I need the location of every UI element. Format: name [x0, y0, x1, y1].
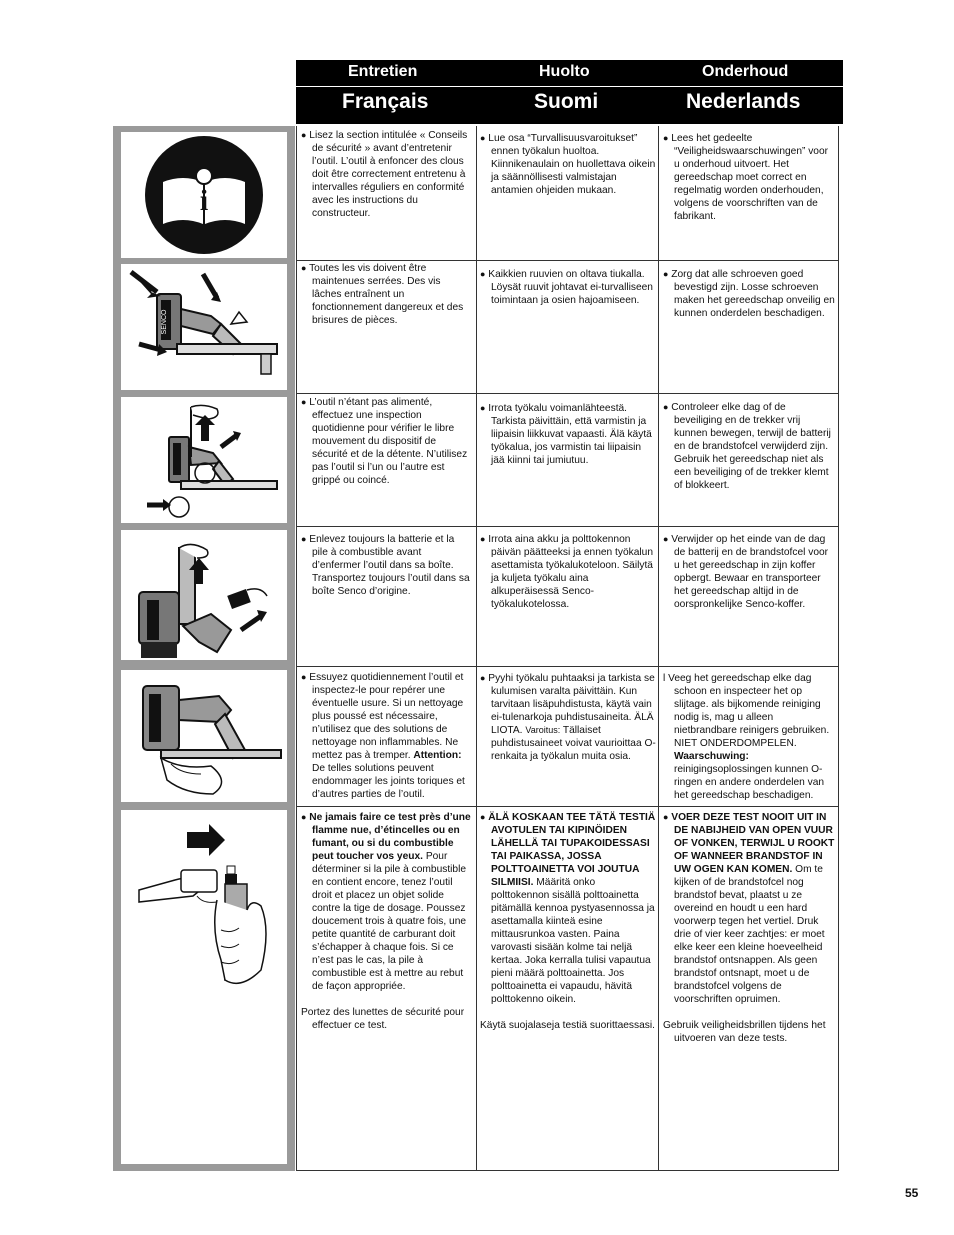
row4-fr: ● Enlevez toujours la batterie et la pile à combustible avant d’enfermer l’outil dans sa boîte. Transportez toujours l’outil dans sa boîte Senco d’origine. — [301, 534, 470, 597]
row3-fr: ● L’outil n’étant pas alimenté, effectuez une inspection quotidienne pour vérifier le libre mouvement du dispositif de sécurité et de la détente. N’utilisez pas l’outil si l’un ou l’autre est grippé ou coincé. — [301, 397, 468, 486]
wipe-cloth-icon — [121, 670, 287, 802]
row6-fr: ● Ne jamais faire ce test près d’une flamme nue, d’étincelles ou en fumant, ou si du combustible peut toucher vos yeux. Pour déterminer si la pile à combustible en contient encore, tenez l’outil droit et placez un objet solide contre la tige de dosage. Poussez doucement trois à quatre fois, une petite quantité de carburant doit s’échapper à chaque fois. Si ce n’est pas le cas, la pile à combustible est à mettre au rebut de façon appropriée. Portez des lunettes de sécurité pour effectuer ce test. — [301, 812, 471, 1031]
row2-nl: ● Zorg dat alle schroeven goed bevestigd zijn. Losse schroeven maken het gereedschap onveilig en kunnen onderdelen beschadigen. — [663, 269, 835, 319]
subtitle-fr: Entretien — [348, 63, 418, 80]
row4-fi: ● Irrota aina akku ja polttokennon päivän päätteeksi ja ennen työkalun asettamista työkalukoteloon. Säilytä ja kuljeta työkalu aina alkuperäisessä Senco-työkalukotelossa. — [480, 534, 653, 610]
header-divider — [296, 86, 843, 87]
illustration-info — [121, 132, 287, 258]
row1-fr: ● Lisez la section intitulée « Conseils de sécurité » avant d’entretenir l’outil. L’outil à enfoncer des clous doit être correctement entretenu à intervalles réguliers en conformité avec les instructions du constructeur. — [301, 130, 468, 219]
info-book-icon — [121, 132, 287, 258]
remove-battery-icon — [121, 530, 287, 660]
row5-fi: ● Pyyhi työkalu puhtaaksi ja tarkista se kulumisen varalta päivittäin. Kun tarvitaan lisäpuhdistusta, käytä vain ei-tulenarkoja puhdistusaineita. ÄLÄ LIOTA. Varoitus: Tällaiset puhdistusaineet voivat vaurioittaa O-renkaita ja työkalun muita osia. — [480, 673, 656, 762]
row6-fi: ● ÄLÄ KOSKAAN TEE TÄTÄ TESTIÄ AVOTULEN TAI KIPINÖIDEN LÄHELLÄ TAI TUPAKOIDESSASI TAI PAIKASSA, JOSSA POLTTOAINETTA VOI JOUTUA SILMIISI. Määritä onko polttokennon sisällä polttoainetta pitämällä kennoa pystyasennossa ja asettamalla kiinteä esine mittausrunkoa vasten. Paina varovasti sisään kolme tai neljä kertaa. Joka kerralla tulisi vapautua pieni määrä polttoainetta. Jos polttoainetta ei vapaudu, hävitä polttokenno oikein. Käytä suojalaseja testiä suorittaessasi. — [480, 812, 656, 1031]
illustration-safety-check — [121, 397, 287, 523]
row3-nl: ● Controleer elke dag of de beveiliging en de trekker vrij kunnen bewegen, terwijl de batterij en de brandstofcel verwijderd zijn. Gebruik het gereedschap niet als een beveiliging of de trekker klemt of blokkeert. — [663, 402, 831, 491]
subtitle-nl: Onderhoud — [702, 63, 789, 80]
page-number: 55 — [905, 1186, 919, 1200]
row1-nl: ● Lees het gedeelte “Veiligheidswaarschuwingen” voor u onderhoud uitvoert. Het gereedschap moet correct en regelmatig worden onderhouden, volgens de voorschriften van de fabrikant. — [663, 133, 829, 222]
language-nl: Nederlands — [686, 90, 801, 113]
header-bar — [296, 60, 843, 124]
nailer-screws-icon — [121, 264, 287, 390]
info-glyph: i — [199, 184, 209, 217]
row3-fi: ● Irrota työkalu voimanlähteestä. Tarkista päivittäin, että varmistin ja liipaisin liikkuvat vapaasti. Älä käytä työkalua, jos varmistin tai liipaisin jää kiinni tai jumiutuu. — [480, 403, 652, 466]
language-fr: Français — [342, 90, 429, 113]
row4-nl: ● Verwijder op het einde van de dag de batterij en de brandstofcel voor u het gereedschap in zijn koffer opbergt. Bewaar en transporteer het gereedschap altijd in de oorspronkelijke Senco-koffer. — [663, 534, 829, 610]
row2-fi: ● Kaikkien ruuvien on oltava tiukalla. Löysät ruuvit johtavat ei-turvalliseen toimintaan ja osien hajoamiseen. — [480, 269, 653, 306]
illustration-remove-battery — [121, 530, 287, 660]
senco-label: SENCO — [161, 309, 168, 335]
row1-fi: ● Lue osa “Turvallisuusvaroitukset” ennen työkalun huoltoa. Kiinnikenaulain on huollettava oikein ja säännöllisesti valmistajan antamien ohjeiden mukaan. — [480, 133, 656, 196]
row2-fr: ● Toutes les vis doivent être maintenues serrées. Des vis lâches entraînent un fonctionnement dangereux et des brisures de pièces. — [301, 263, 464, 326]
row5-fr: ● Essuyez quotidiennement l’outil et inspectez-le pour repérer une éventuelle usure. Si un nettoyage plus poussé est nécessaire, n’utilisez que des solutions de nettoyage non inflammables. Ne mettez pas à tremper. Attention: De telles solutions peuvent endommager les joints toriques et d’autres parties de l’outil. — [301, 672, 465, 800]
fuel-cell-test-icon — [121, 810, 287, 1164]
illustration-screws — [121, 264, 287, 390]
subtitle-fi: Huolto — [539, 63, 590, 80]
safety-trigger-icon — [121, 397, 287, 523]
illustration-fuel-test — [121, 810, 287, 1164]
language-fi: Suomi — [534, 90, 599, 113]
row6-nl: ● VOER DEZE TEST NOOIT UIT IN DE NABIJHEID VAN OPEN VUUR OF VONKEN, TERWIJL U ROOKT OF WANNEER BRANDSTOF IN UW OGEN KAN KOMEN. Om te kijken of de brandstofcel nog brandstof bevat, plaatst u ze overeind en houdt u een hard voorwerp tegen het vertiel. Druk drie of vier keer zachtjes: er moet elke keer een kleine hoeveelheid brandstof ontsnappen. Als geen brandstof ontsnapt, moet u de brandstofcel volgens de voorschriften opruimen. Gebruik veiligheidsbrillen tijdens het uitvoeren van deze tests. — [663, 812, 835, 1044]
illustration-wipe-tool — [121, 670, 287, 802]
row5-nl: l Veeg het gereedschap elke dag schoon en inspecteer het op slijtage. als bijkomende reiniging nodig is, mag u alleen nietbrandbare reinigers gebruiken. NIET ONDERDOMPELEN. Waarschuwing: reinigingsoplossingen kunnen O-ringen en andere onderdelen van het gereedschap beschadigen. — [663, 673, 830, 801]
